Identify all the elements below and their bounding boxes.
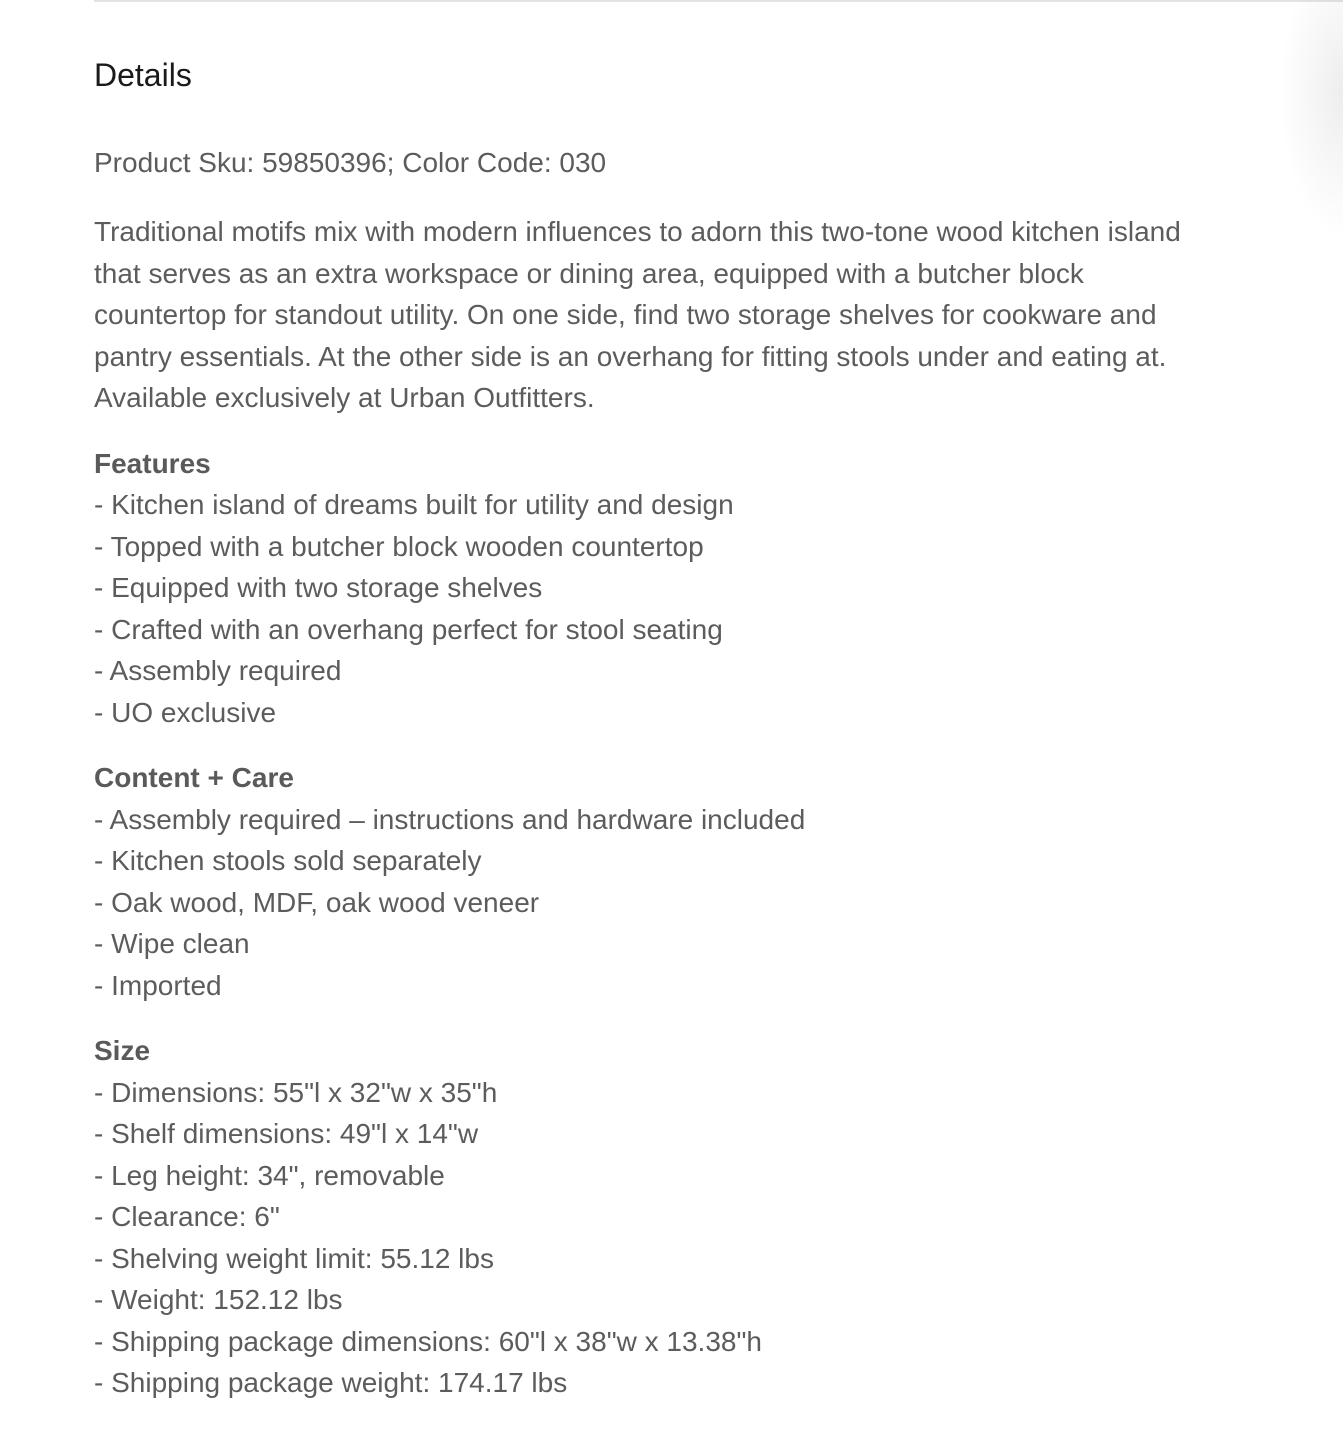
size-item: - Shelf dimensions: 49"l x 14"w [94,1118,479,1149]
content-care-title: Content + Care [94,762,294,793]
size-item: - Shelving weight limit: 55.12 lbs [94,1242,494,1274]
feature-item: - Equipped with two storage shelves [94,572,543,603]
size-list [94,1072,1343,1404]
size-item: - Weight: 152.12 lbs [94,1284,343,1315]
details-panel [94,52,1343,1404]
size-item: - Clearance: 6" [94,1201,280,1232]
feature-item: - UO exclusive [94,696,277,728]
product-sku: Product Sku: 59850396; Color Code: 030 [94,147,607,178]
size-item: - Dimensions: 55"l x 32"w x 35"h [94,1076,498,1108]
feature-item: - Topped with a butcher block wooden countertop [94,530,704,562]
size-item: - Shipping package weight: 174.17 lbs [94,1367,568,1398]
description-line: that serves as an extra workspace or dining area, equipped with a butcher block [94,257,1084,289]
content-care-item: - Kitchen stools sold separately [94,845,482,876]
description-line: pantry essentials. At the other side is an overhang for fitting stools under and eating at. [94,340,1167,372]
features-list [94,484,1343,733]
description-line: countertop for standout utility. On one side, find two storage shelves for cookware and [94,299,1157,330]
size-item: - Leg height: 34", removable [94,1159,445,1191]
content-care-section [94,757,1343,1006]
features-section [94,443,1343,734]
content-care-item: - Oak wood, MDF, oak wood veneer [94,886,540,918]
content-care-item: - Assembly required – instructions and hardware included [94,803,806,835]
features-title: Features [94,447,211,479]
feature-item: - Kitchen island of dreams built for utility and design [94,489,734,520]
content-care-item: - Wipe clean [94,928,250,959]
content-care-list [94,799,1343,1007]
details-heading: Details [94,57,192,93]
description-line: Available exclusively at Urban Outfitters. [94,382,595,413]
description-line: Traditional motifs mix with modern influences to adorn this two-tone wood kitchen island [94,216,1181,247]
size-item: - Shipping package dimensions: 60"l x 38"w x 13.38"h [94,1325,762,1357]
product-description [94,211,1343,419]
feature-item: - Assembly required [94,655,342,686]
feature-item: - Crafted with an overhang perfect for stool seating [94,613,723,645]
section-divider [94,0,1343,2]
size-title: Size [94,1035,151,1066]
content-care-item: - Imported [94,969,222,1001]
size-section [94,1030,1343,1404]
